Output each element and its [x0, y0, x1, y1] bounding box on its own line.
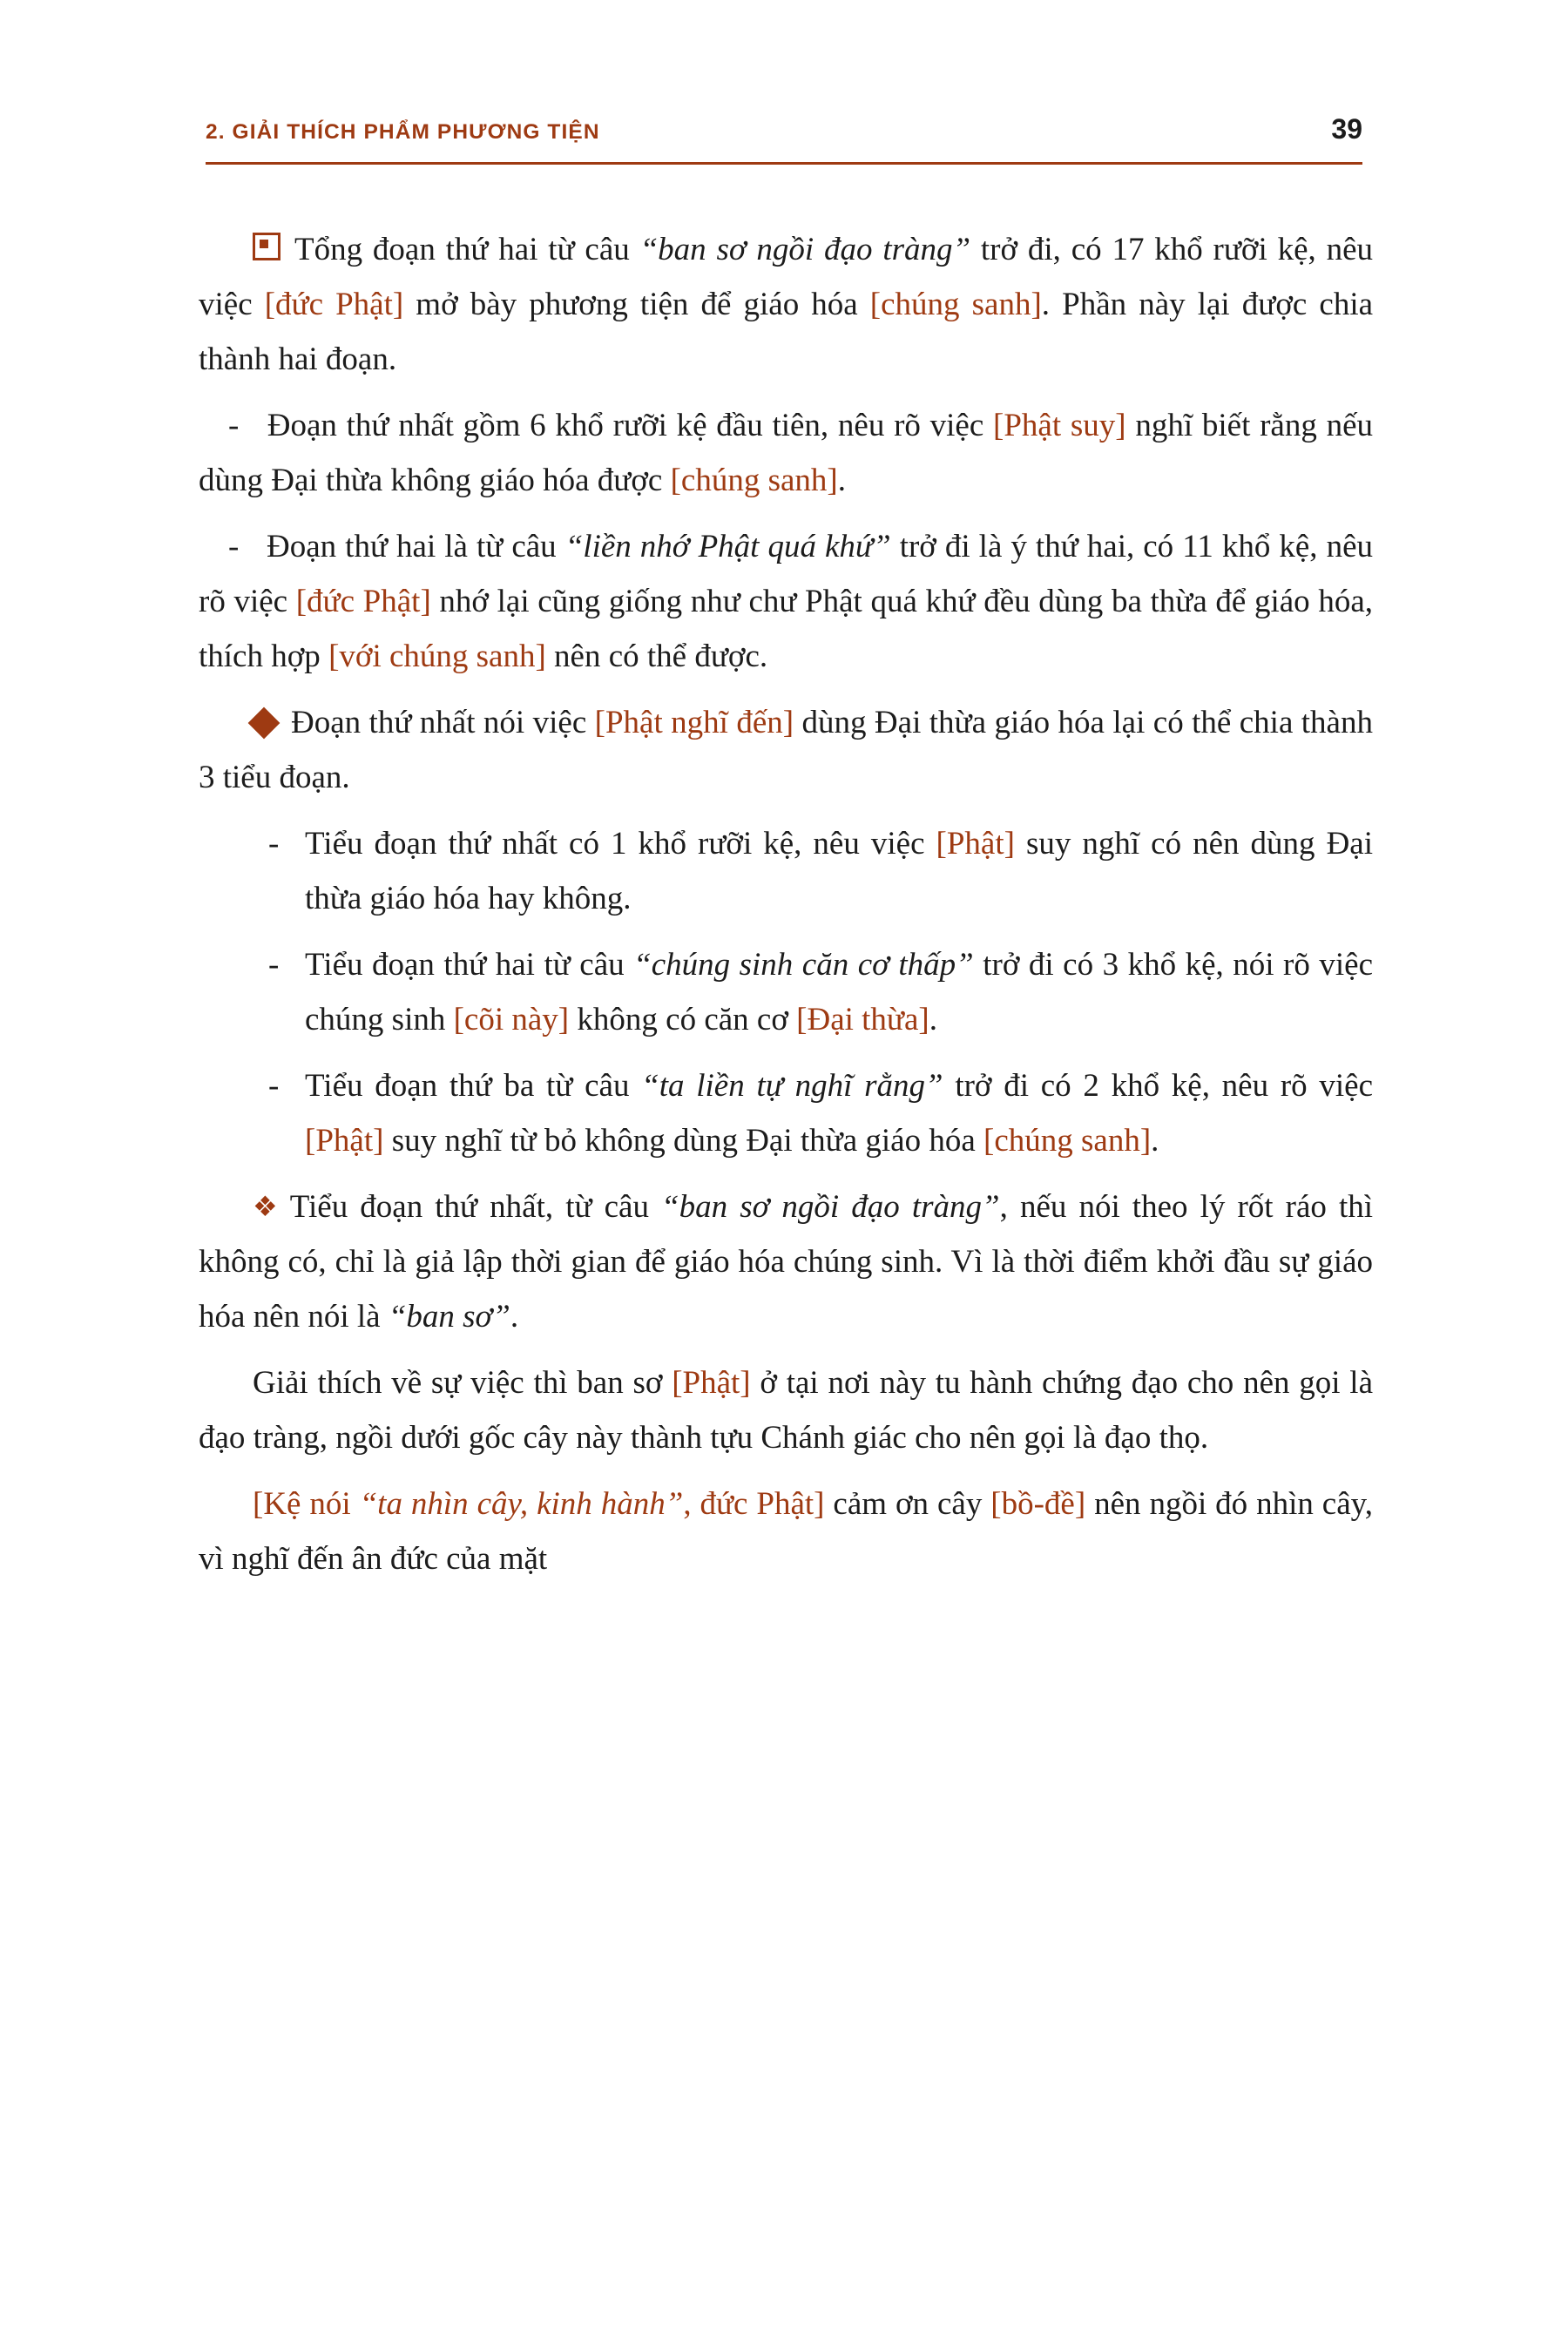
paragraph-4	[199, 695, 1373, 805]
p4-bracket-1: [Phật nghĩ đến]	[594, 705, 794, 740]
p10-bracket-close: , đức Phật]	[683, 1486, 825, 1522]
p7-text-3: suy nghĩ từ bỏ không dùng Đại thừa giáo hóa	[383, 1123, 984, 1159]
p3-text-2: trở đi là ý thứ hai, có 11 khổ kệ, nêu rõ việc	[199, 529, 1373, 619]
page-number: 39	[1331, 113, 1362, 145]
p9-text-1: Giải thích về sự việc thì ban sơ	[253, 1365, 672, 1401]
floral-bullet-icon: ❖	[253, 1191, 278, 1222]
paragraph-6	[199, 937, 1373, 1047]
p9-bracket-1: [Phật]	[672, 1365, 751, 1401]
p3-bracket-2: [với chúng sanh]	[328, 639, 546, 674]
p7-dash: -	[268, 1068, 280, 1104]
running-head-title: 2. GIẢI THÍCH PHẨM PHƯƠNG TIỆN	[206, 120, 600, 144]
paragraph-3	[199, 519, 1373, 684]
p2-text-2: nghĩ biết rằng nếu dùng Đại thừa không giáo hóa được	[199, 408, 1374, 498]
p1-text-3: mở bày phương tiện để giáo hóa	[403, 287, 870, 322]
p3-text-1: Đoạn thứ hai là từ câu	[258, 529, 565, 564]
p3-dash: -	[228, 529, 240, 564]
p1-text-2: trở đi, có 17 khổ rưỡi kệ, nêu việc	[199, 232, 1373, 322]
header-divider	[206, 162, 1362, 165]
p1-text-1: Tổng đoạn thứ hai từ câu	[294, 232, 640, 267]
diamond-bullet-icon	[248, 707, 280, 740]
page-body	[199, 222, 1373, 1598]
paragraph-1	[199, 222, 1373, 387]
p7-bracket-2: [chúng sanh]	[983, 1123, 1152, 1159]
p6-bracket-2: [Đại thừa]	[796, 1002, 929, 1037]
p3-bracket-1: [đức Phật]	[295, 584, 431, 619]
paragraph-8	[199, 1179, 1373, 1344]
p8-quote-1: “ban sơ ngồi đạo tràng”	[661, 1189, 1000, 1225]
p6-text-1: Tiểu đoạn thứ hai từ câu	[305, 947, 634, 983]
p10-quote-1: “ta nhìn cây, kinh hành”	[359, 1486, 684, 1522]
page-header	[206, 113, 1362, 166]
p10-text-2: nên ngồi đó nhìn cây, vì nghĩ đến ân đức của mặt	[199, 1486, 1373, 1577]
p9-text-2: ở tại nơi này tu hành chứng đạo cho nên gọi là đạo tràng, ngồi dưới gốc cây này thành tựu Chánh giác cho nên gọi là đạo thọ.	[199, 1365, 1373, 1456]
p8-text-2: , nếu nói theo lý rốt ráo thì không có, chỉ là giả lập thời gian để giáo hóa chúng sinh. Vì là thời điểm khởi đầu sự giáo hóa nên nói là	[199, 1189, 1374, 1335]
square-bullet-icon	[253, 233, 280, 260]
p6-bracket-1: [cõi này]	[453, 1002, 570, 1037]
p10-bracket-2: [bồ-đề]	[990, 1486, 1086, 1522]
p6-text-3: không có căn cơ	[569, 1002, 797, 1037]
p4-text-2: dùng Đại thừa giáo hóa lại có thể chia thành 3 tiểu đoạn.	[199, 705, 1373, 795]
paragraph-2	[199, 398, 1373, 508]
p3-text-4: nên có thể được.	[545, 639, 768, 674]
p5-text-2: suy nghĩ có nên dùng Đại thừa giáo hóa hay không.	[305, 826, 1373, 916]
p2-text-3: .	[837, 463, 846, 498]
p4-text-1: Đoạn thứ nhất nói việc	[291, 705, 595, 740]
paragraph-9	[199, 1355, 1373, 1465]
p7-text-1: Tiểu đoạn thứ ba từ câu	[305, 1068, 642, 1104]
p6-dash: -	[268, 947, 280, 983]
p5-bracket-1: [Phật]	[936, 826, 1015, 862]
p5-text-1: Tiểu đoạn thứ nhất có 1 khổ rưỡi kệ, nêu việc	[305, 826, 936, 862]
paragraph-10	[199, 1477, 1373, 1586]
p7-quote-1: “ta liền tự nghĩ rằng”	[641, 1068, 943, 1104]
p8-quote-2: “ban sơ”	[388, 1299, 510, 1335]
p7-text-4: .	[1151, 1123, 1159, 1159]
p2-dash: -	[228, 408, 240, 443]
p8-text-1: Tiểu đoạn thứ nhất, từ câu	[289, 1189, 662, 1225]
p1-quote-1: “ban sơ ngồi đạo tràng”	[639, 232, 971, 267]
p7-bracket-1: [Phật]	[305, 1123, 384, 1159]
paragraph-5	[199, 816, 1373, 926]
p5-dash: -	[268, 826, 280, 862]
p10-bracket-open: [Kệ nói	[253, 1486, 360, 1522]
p2-text-1: Đoạn thứ nhất gồm 6 khổ rưỡi kệ đầu tiên, nêu rõ việc	[258, 408, 994, 443]
p6-text-4: .	[929, 1002, 937, 1037]
p1-text-4: . Phần này lại được chia thành hai đoạn.	[199, 287, 1374, 377]
p2-bracket-1: [Phật suy]	[993, 408, 1126, 443]
p6-text-2: trở đi có 3 khổ kệ, nói rõ việc chúng sinh	[305, 947, 1373, 1037]
paragraph-7	[199, 1058, 1373, 1168]
p7-text-2: trở đi có 2 khổ kệ, nêu rõ việc	[943, 1068, 1373, 1104]
p2-bracket-2: [chúng sanh]	[670, 463, 838, 498]
p1-bracket-1: [đức Phật]	[264, 287, 404, 322]
p3-text-3: nhớ lại cũng giống như chư Phật quá khứ đều dùng ba thừa để giáo hóa, thích hợp	[199, 584, 1373, 674]
p1-bracket-2: [chúng sanh]	[869, 287, 1042, 322]
p6-quote-1: “chúng sinh căn cơ thấp”	[633, 947, 974, 983]
p8-text-3: .	[510, 1299, 519, 1335]
p3-quote-1: “liền nhớ Phật quá khứ”	[564, 529, 891, 564]
p10-text-1: cảm ơn cây	[824, 1486, 991, 1522]
